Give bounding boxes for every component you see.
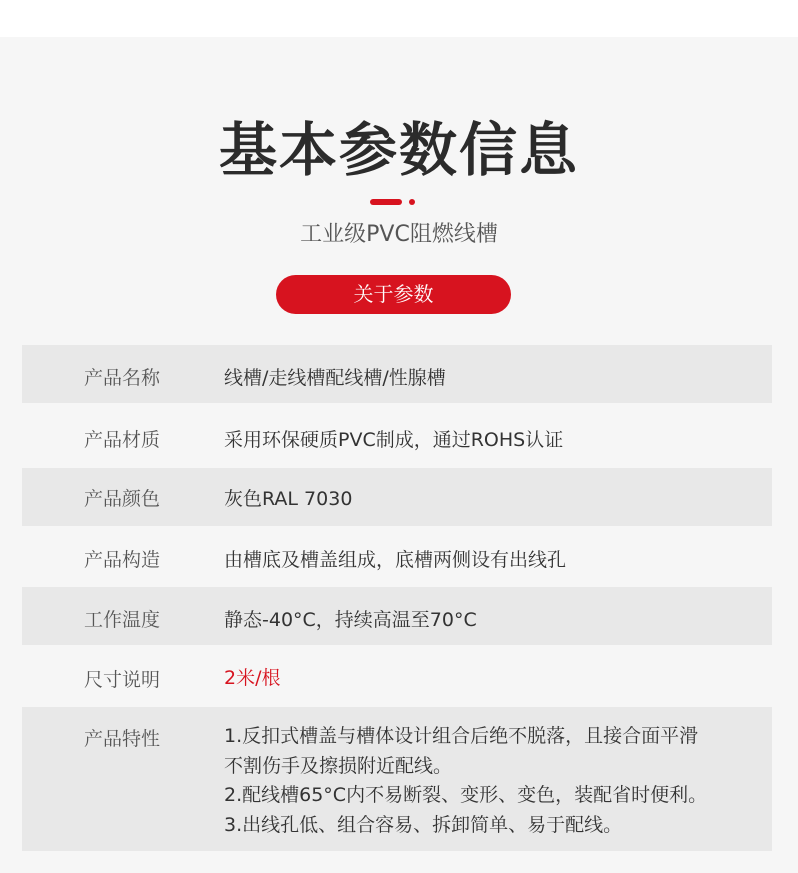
param-row-features [22,707,772,851]
feature-line: 2.配线槽65°C内不易断裂、变形、变色，装配省时便利。 [224,784,708,806]
page-subtitle: 工业级PVC阻燃线槽 [300,222,498,247]
param-row-name [22,345,772,403]
title-accent-bar [370,199,402,205]
param-label: 尺寸说明 [83,669,160,691]
param-label: 产品颜色 [83,488,160,510]
param-label: 产品构造 [83,549,160,571]
param-value: 2米/根 [224,667,281,689]
param-label: 产品名称 [83,367,160,389]
page-title: 基本参数信息 [218,116,579,184]
param-row-temperature [22,587,772,645]
param-row-structure [22,526,772,587]
about-params-button[interactable]: 关于参数 [276,275,511,314]
param-row-size [22,645,772,707]
param-row-material [22,403,772,468]
param-label: 产品材质 [83,429,160,451]
param-label: 产品特性 [83,728,160,750]
feature-line: 3.出线孔低、组合容易、拆卸简单、易于配线。 [224,813,623,836]
feature-list [224,722,707,840]
param-table [22,345,772,851]
param-row-color [22,468,772,526]
param-value: 线槽/走线槽配线槽/性腺槽 [224,367,446,389]
param-value: 静态-40°C，持续高温至70°C [224,609,477,631]
feature-line: 不割伤手及擦损附近配线。 [224,754,453,777]
param-label: 工作温度 [83,609,160,631]
param-value: 由槽底及槽盖组成，底槽两侧设有出线孔 [224,549,567,571]
param-value: 灰色RAL 7030 [224,488,353,510]
param-value: 采用环保硬质PVC制成，通过ROHS认证 [224,429,564,451]
title-accent-dot [409,199,415,205]
feature-line: 1.反扣式槽盖与槽体设计组合后绝不脱落，且接合面平滑 [224,725,699,747]
